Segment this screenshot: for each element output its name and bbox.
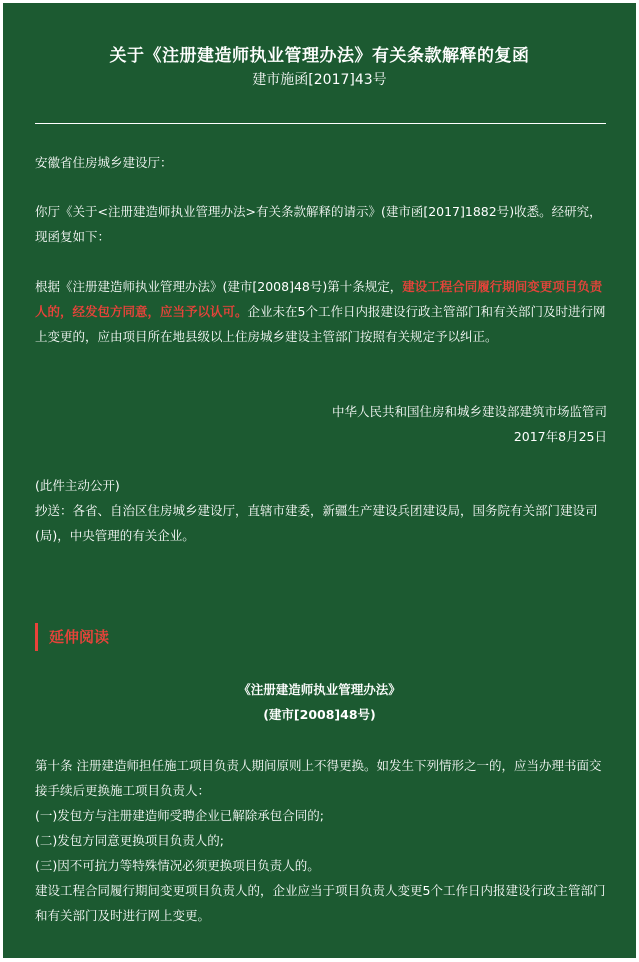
- document-number: 建市施函[2017]43号: [252, 72, 387, 88]
- extended-reading-heading: 延伸阅读: [35, 623, 109, 651]
- document-title: 关于《注册建造师执业管理办法》有关条款解释的复函: [109, 46, 530, 66]
- article-intro: 第十条 注册建造师担任施工项目负责人期间原则上不得更换。如发生下列情形之一的，应当办理书面交接手续后更换施工项目负责人：: [35, 758, 602, 798]
- law-title: 《注册建造师执业管理办法》: [238, 682, 401, 697]
- paragraph-2: [35, 274, 607, 349]
- closing-paragraph: 建设工程合同履行期间变更项目负责人的，企业应当于项目负责人变更5个工作日内报建设行政主管部门和有关部门及时进行网上变更。: [35, 883, 606, 923]
- document-page: [3, 3, 636, 958]
- list-item: (一)发包方与注册建造师受聘企业已解除承包合同的;: [35, 808, 324, 823]
- public-note: (此件主动公开): [35, 478, 120, 493]
- addressee: 安徽省住房城乡建设厅：: [35, 155, 173, 170]
- list-item: (三)因不可抗力等特殊情况必须更换项目负责人的。: [35, 858, 320, 873]
- cc-list: 抄送：各省、自治区住房城乡建设厅，直辖市建委，新疆生产建设兵团建设局，国务院有关部门建设司(局)，中央管理的有关企业。: [35, 503, 598, 543]
- highlighted-clause: 建设工程合同履行期间变更项目负责人的，经发包方同意，应当予以认可。: [35, 279, 603, 319]
- signature-date: 2017年8月25日: [513, 429, 607, 444]
- paragraph-2-lead: 根据《注册建造师执业管理办法》(建市[2008]48号)第十条规定，: [35, 279, 403, 294]
- list-item: (二)发包方同意更换项目负责人的;: [35, 833, 224, 848]
- signature-org: 中华人民共和国住房和城乡建设部建筑市场监管司: [331, 404, 607, 419]
- law-number: (建市[2008]48号): [263, 707, 376, 722]
- divider: [35, 123, 606, 124]
- paragraph-2-tail: 企业未在5个工作日内报建设行政主管部门和有关部门及时进行网上变更的，应由项目所在地县级以上住房城乡建设主管部门按照有关规定予以纠正。: [35, 304, 606, 344]
- paragraph-1: 你厅《关于<注册建造师执业管理办法>有关条款解释的请示》(建市函[2017]1882号)收悉。经研究，现函复如下：: [35, 204, 602, 244]
